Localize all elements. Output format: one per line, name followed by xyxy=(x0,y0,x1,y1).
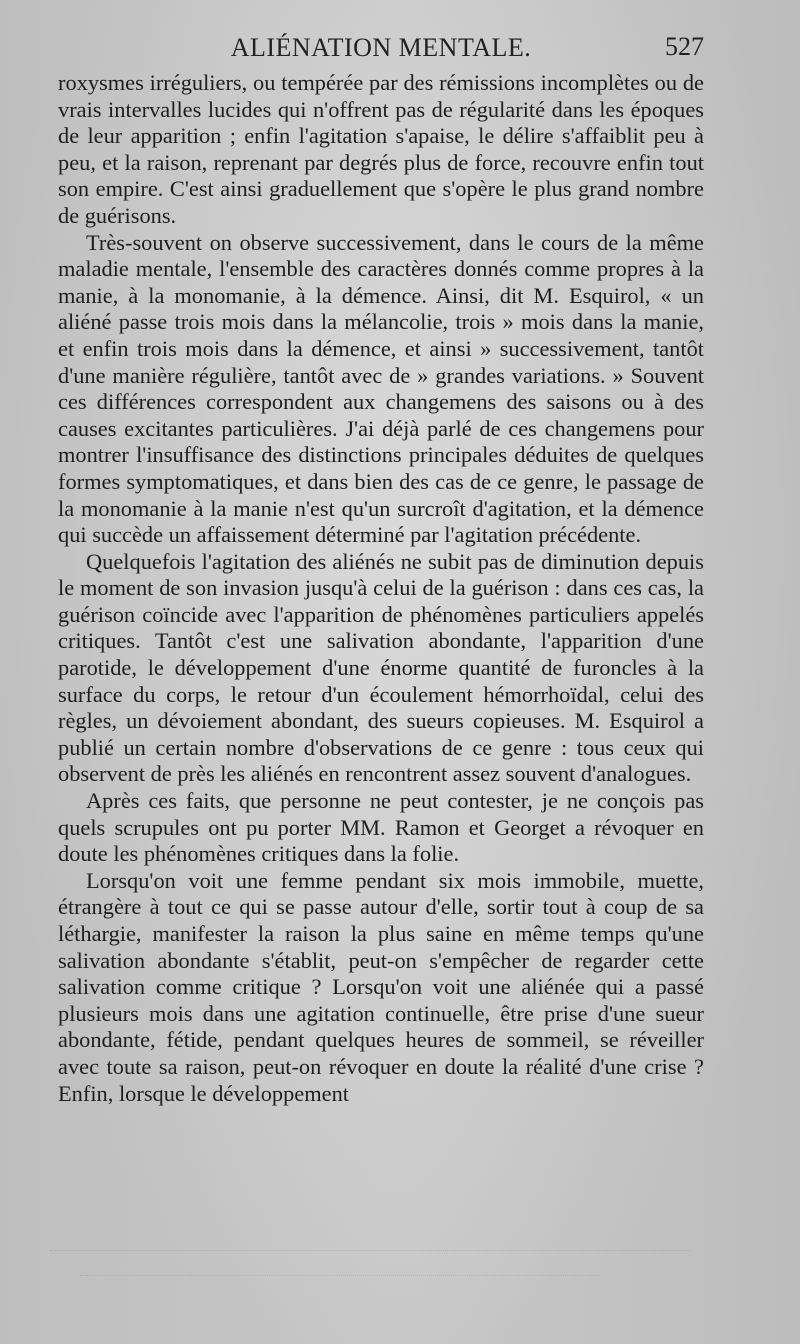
bleed-through-shadow xyxy=(40,1240,740,1310)
body-text xyxy=(58,70,704,1240)
page-header xyxy=(58,30,704,70)
bleed-line xyxy=(50,1240,690,1251)
paragraph-2: Très-souvent on observe successivement, dans le cours de la même maladie mentale, l'ensemble des caractères donnés comme propres à la manie, à la monomanie, à la démence. Ainsi, dit M. Esquirol, « un aliéné passe trois mois dans la mélancolie, trois » mois dans la manie, et enfin trois mois dans la démence, et ainsi » successivement, tantôt d'une manière régulière, tantôt avec de » grandes variations. » Souvent ces différences correspondent aux changemens des saisons ou à des causes excitantes particulières. J'ai déjà parlé de ces changemens pour montrer l'insuffisance des distinctions principales déduites de quelques formes symptomatiques, et dans bien des cas de ce genre, le passage de la monomanie à la manie n'est qu'un surcroît d'agitation, et la démence qui succède un affaissement déterminé par l'agitation précédente. xyxy=(58,229,704,548)
page-number: 527 xyxy=(665,32,704,61)
bleed-line xyxy=(80,1265,600,1276)
paragraph-1: roxysmes irréguliers, ou tempérée par des rémissions incomplètes ou de vrais intervalles lucides qui n'offrent pas de régularité dans les époques de leur apparition ; enfin l'agitation s'apaise, le délire s'affaiblit peu à peu, et la raison, reprenant par degrés plus de force, recouvre enfin tout son empire. C'est ainsi graduellement que s'opère le plus grand nombre de guérisons. xyxy=(58,70,704,228)
paragraph-4: Après ces faits, que personne ne peut contester, je ne conçois pas quels scrupules ont pu porter MM. Ramon et Georget a révoquer en doute les phénomènes critiques dans la folie. xyxy=(58,788,704,867)
paragraph-5: Lorsqu'on voit une femme pendant six mois immobile, muette, étrangère à tout ce qui se passe autour d'elle, sortir tout à coup de sa léthargie, manifester la raison la plus saine en même temps qu'une salivation abondante s'établit, peut-on s'empêcher de regarder cette salivation comme critique ? Lorsqu'on voit une aliénée qui a passé plusieurs mois dans une agitation continuelle, être prise d'une sueur abondante, fétide, pendant quelques heures de sommeil, se réveiller avec toute sa raison, peut-on révoquer en doute la réalité d'une crise ? Enfin, lorsque le développement xyxy=(58,867,704,1106)
running-title: ALIÉNATION MENTALE. xyxy=(230,33,532,62)
paragraph-3: Quelquefois l'agitation des aliénés ne subit pas de diminution depuis le moment de son invasion jusqu'à celui de la guérison : dans ces cas, la guérison coïncide avec l'apparition de phénomènes particuliers appelés critiques. Tantôt c'est une salivation abondante, l'apparition d'une parotide, le développement d'une énorme quantité de furoncles à la surface du corps, le retour d'un écoulement hémorrhoïdal, celui des règles, un dévoiement abondant, des sueurs copieuses. M. Esquirol a publié un certain nombre d'observations de ce genre : tous ceux qui observent de près les aliénés en rencontrent assez souvent d'analogues. xyxy=(58,548,704,787)
